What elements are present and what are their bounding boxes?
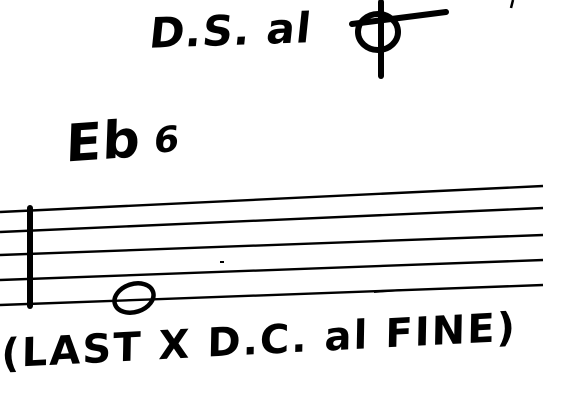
chord-root: Eb (64, 109, 142, 175)
ds-al-text: D.S. al (147, 3, 315, 58)
staff-lines (0, 186, 543, 305)
chord-extension: 6 (152, 118, 182, 163)
performance-instruction: (LAST X D.C. al FINE) (1, 304, 518, 378)
whole-note (111, 279, 158, 318)
coda-icon (352, 2, 446, 76)
edge-mark (511, 0, 513, 8)
